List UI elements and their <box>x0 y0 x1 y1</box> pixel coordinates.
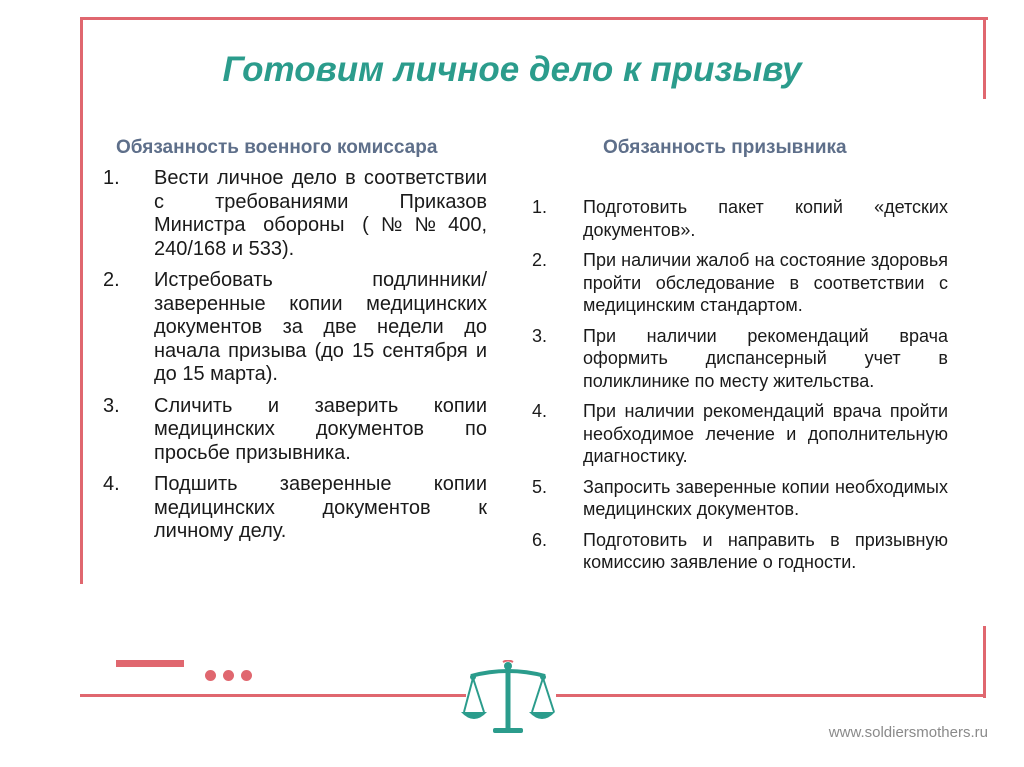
list-item: 4. Подшить заверенные копии медицинских документов к личному делу. <box>103 473 487 542</box>
list-item: 2. При наличии жалоб на состояние здоровья пройти обследование в соответствии с медицинским стандартом. <box>532 250 948 315</box>
list-item: 1. Подготовить пакет копий «детских документов». <box>532 197 948 240</box>
list-item: 4. При наличии рекомендаций врача пройти необходимое лечение и дополнительную диагностику. <box>532 401 948 466</box>
decorative-dots <box>205 670 252 681</box>
list-item: 3. При наличии рекомендаций врача оформить диспансерный учет в поликлинике по месту жительства. <box>532 325 948 391</box>
source-watermark: www.soldiersmothers.ru <box>828 724 988 741</box>
list-item: 3. Сличить и заверить копии медицинских документов по просьбе призывника. <box>103 394 487 464</box>
conscript-duties-list <box>532 196 948 582</box>
commissar-duties-list <box>103 167 487 552</box>
page-title: Готовим личное дело к призыву <box>222 50 802 89</box>
list-item: 6. Подготовить и направить в призывную комиссию заявление о годности. <box>532 529 948 572</box>
list-item: 2. Истребовать подлинники/заверенные копии медицинских документов за две недели до начала призыва (до 15 сентября и до 15 марта). <box>103 269 487 385</box>
frame-right-border-bottom <box>983 626 986 698</box>
list-item: 5. Запросить заверенные копии необходимых медицинских документов. <box>532 476 948 519</box>
right-column-heading: Обязанность призывника <box>603 137 847 158</box>
frame-bottom-border-left <box>80 694 466 697</box>
scales-of-justice-icon <box>461 660 555 736</box>
frame-top-border <box>80 17 988 20</box>
list-item: 1. Вести личное дело в соответствии с требованиями Приказов Министра обороны (№№400, 240/168 и 533). <box>103 167 487 260</box>
frame-left-border <box>80 17 83 584</box>
left-column-heading: Обязанность военного комиссара <box>116 137 438 158</box>
frame-bottom-border-right <box>556 694 986 697</box>
decorative-bar <box>116 660 184 667</box>
